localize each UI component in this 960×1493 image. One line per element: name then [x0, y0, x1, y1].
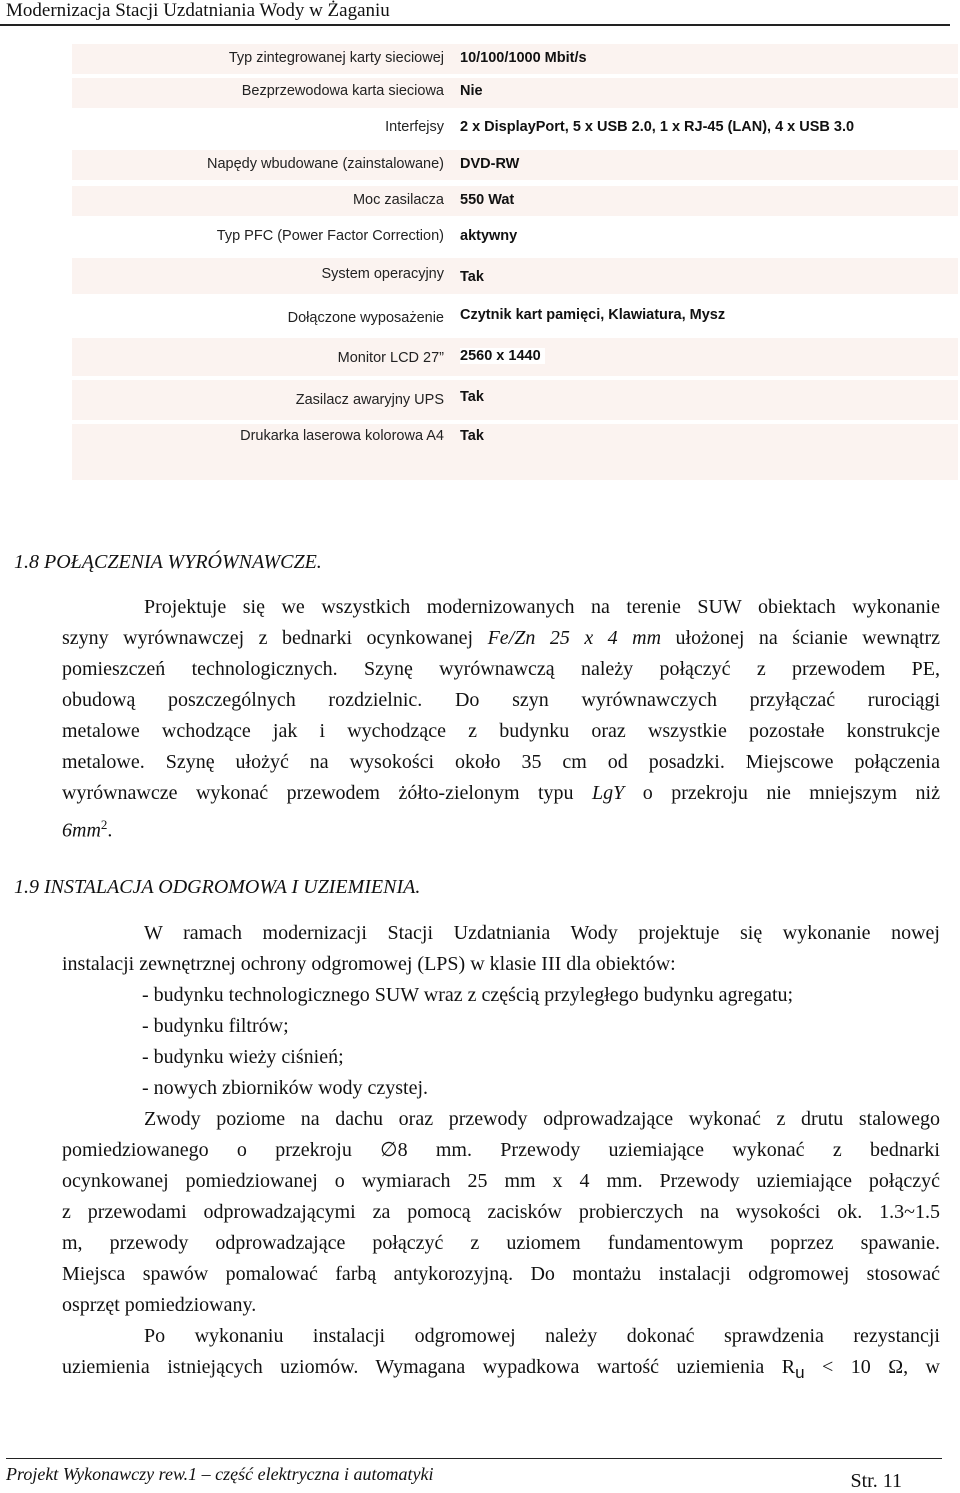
page-header	[0, 0, 950, 26]
spec-label: Drukarka laserowa kolorowa A4	[240, 428, 444, 444]
spec-table	[72, 40, 958, 480]
spec-row	[72, 222, 958, 252]
spec-row	[72, 298, 958, 334]
spec-row	[72, 114, 958, 144]
text-line: pomiedziowanego o przekroju ∅8 mm. Przewody uziemiające wykonać z bednarki	[62, 1139, 940, 1161]
text-line: Projektuje się we wszystkich modernizowanych na terenie SUW obiektach wykonanie	[144, 596, 940, 618]
spec-value: 2 x DisplayPort, 5 x USB 2.0, 1 x RJ-45 (LAN), 4 x USB 3.0	[460, 119, 855, 135]
text-line: obudową poszczególnych rozdzielnic. Do szyn wyrównawczych przyłączać rurociągi	[62, 689, 940, 711]
spec-label: Typ zintegrowanej karty sieciowej	[228, 50, 444, 66]
document-title: Modernizacja Stacji Uzdatniania Wody w Żaganiu	[6, 0, 390, 21]
text-line: ocynkowanej pomiedziowanej o wymiarach 25 mm x 4 mm. Przewody uziemiające połączyć	[62, 1170, 940, 1192]
spec-label: Napędy wbudowane (zainstalowane)	[207, 156, 444, 172]
list-item: - budynku filtrów;	[142, 1015, 289, 1037]
spec-row	[72, 150, 958, 180]
spec-value: 550 Wat	[460, 192, 515, 208]
text-line: pomieszczeń technologicznych. Szynę wyrównawczą należy połączyć z przewodem PE,	[62, 658, 940, 680]
spec-label: Monitor LCD 27”	[337, 350, 444, 366]
spec-value: 10/100/1000 Mbit/s	[460, 50, 587, 66]
spec-row	[72, 186, 958, 216]
spec-label: Zasilacz awaryjny UPS	[295, 392, 444, 408]
spec-value: Nie	[460, 83, 483, 99]
spec-row	[72, 420, 958, 452]
text-line: m, przewody odprowadzające połączyć z uziomem fundamentowym poprzez spawanie.	[62, 1232, 940, 1254]
spec-row	[72, 380, 958, 420]
text-fragment: < 10 Ω, w	[804, 1356, 940, 1378]
spec-value: Tak	[460, 428, 484, 444]
text-line: Zwody poziome na dachu oraz przewody odprowadzające wykonać z drutu stalowego	[144, 1108, 940, 1130]
spec-value: Czytnik kart pamięci, Klawiatura, Mysz	[460, 307, 726, 323]
text-fragment: o przekroju nie mniejszym niż	[624, 782, 940, 804]
text-line: Po wykonaniu instalacji odgromowej należy dokonać sprawdzenia rezystancji	[144, 1325, 940, 1347]
spec-value: DVD-RW	[460, 156, 520, 172]
section-heading-1-8: 1.8 POŁĄCZENIA WYRÓWNAWCZE.	[14, 551, 322, 573]
spec-label: Interfejsy	[385, 119, 444, 135]
text-line: osprzęt pomiedziowany.	[62, 1294, 257, 1316]
text-line: metalowe wchodzące jak i wychodzące z budynku oraz wszystkie pozostałe konstrukcje	[62, 720, 940, 742]
text-line	[62, 809, 940, 840]
subscript: u	[795, 1363, 805, 1382]
footer-divider	[6, 1458, 942, 1459]
spec-row	[72, 78, 958, 108]
spec-row	[72, 338, 958, 376]
text-fragment-italic: LgY	[592, 782, 625, 804]
text-fragment: ułożonej na ścianie wewnątrz	[661, 627, 940, 649]
text-line: Miejsca spawów pomalować farbą antykorozyjną. Do montażu instalacji odgromowej stosować	[62, 1263, 940, 1285]
text-line	[62, 778, 940, 809]
text-line	[62, 623, 940, 654]
spec-label: Bezprzewodowa karta sieciowa	[241, 83, 444, 99]
list-item: - budynku technologicznego SUW wraz z częścią przyległego budynku agregatu;	[142, 984, 794, 1006]
text-line: W ramach modernizacji Stacji Uzdatniania Wody projektuje się wykonanie nowej	[144, 922, 940, 944]
section-1-8-text	[62, 592, 940, 840]
text-fragment: szyny wyrównawczej z bednarki ocynkowanej	[62, 627, 488, 649]
spec-row	[72, 44, 958, 74]
objects-list	[142, 980, 793, 1104]
list-item: - budynku wieży ciśnień;	[142, 1046, 344, 1068]
text-fragment-italic: Fe/Zn 25 x 4 mm	[487, 627, 662, 649]
text-line	[62, 1352, 940, 1383]
section-1-9-para3	[62, 1321, 940, 1383]
spec-row	[72, 258, 958, 294]
spec-label: Moc zasilacza	[352, 192, 444, 208]
spec-label: Dołączone wyposażenie	[287, 310, 444, 326]
footer-project-name: Projekt Wykonawczy rew.1 – część elektryczna i automatyki	[6, 1464, 434, 1484]
superscript: 2	[100, 817, 108, 832]
text-fragment: wyrównawcze wykonać przewodem żółto-zielonym typu	[62, 782, 593, 804]
spec-value: aktywny	[460, 228, 518, 244]
list-item: - nowych zbiorników wody czystej.	[142, 1077, 429, 1099]
section-heading-1-9: 1.9 INSTALACJA ODGROMOWA I UZIEMIENIA.	[14, 876, 421, 898]
section-1-9-intro	[62, 918, 940, 980]
text-fragment: uziemienia istniejących uziomów. Wymagana wypadkowa wartość uziemienia R	[62, 1356, 796, 1378]
spec-value: 2560 x 1440	[460, 348, 545, 364]
spec-label: Typ PFC (Power Factor Correction)	[216, 228, 444, 244]
spec-value: Tak	[460, 269, 484, 285]
text-line: z przewodami odprowadzającymi za pomocą zacisków probierczych na wysokości ok. 1.3~1.5	[62, 1201, 940, 1223]
spec-label: System operacyjny	[321, 266, 444, 282]
spec-value: Tak	[460, 389, 484, 405]
text-fragment: .	[107, 819, 113, 842]
text-line: metalowe. Szynę ułożyć na wysokości około 35 cm od posadzki. Miejscowe połączenia	[62, 751, 940, 773]
page-number: Str. 11	[850, 1470, 902, 1492]
section-1-9-para2	[62, 1104, 940, 1321]
text-line: instalacji zewnętrznej ochrony odgromowej (LPS) w klasie III dla obiektów:	[62, 953, 676, 975]
text-fragment-italic: 6mm	[62, 819, 101, 842]
